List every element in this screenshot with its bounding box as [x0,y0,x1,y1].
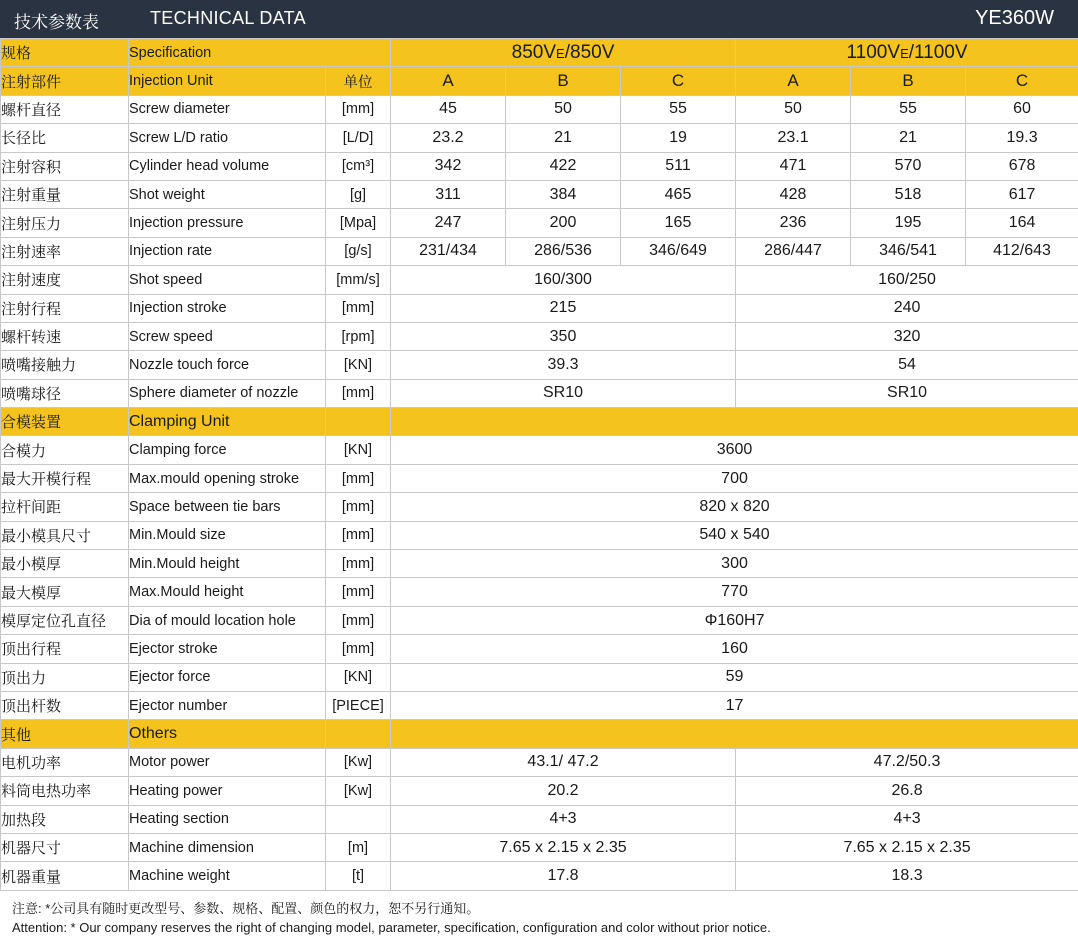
title-en: TECHNICAL DATA [150,8,306,29]
row-unit: [mm] [326,464,391,492]
clamping-section-row [1,408,1078,436]
row-label-cn: 喷嘴接触力 [1,351,129,379]
row-label-cn: 最小模具尺寸 [1,521,129,549]
col-header: C [966,67,1078,95]
row-unit: [mm] [326,606,391,634]
cell-value: 39.3 [391,351,736,379]
row-unit: [t] [326,862,391,890]
cell-value: 7.65 x 2.15 x 2.35 [391,833,736,861]
cell-value: 350 [391,322,736,350]
table-row [1,180,1078,208]
row-label-cn: 注射速率 [1,237,129,265]
row-label-en: Screw speed [129,322,326,350]
row-label-en: Ejector force [129,663,326,691]
cell-value: 471 [736,152,851,180]
cell-value: 240 [736,294,1078,322]
cell-value: 540 x 540 [391,521,1078,549]
row-label-en: Shot weight [129,180,326,208]
section-unit-cell [326,408,391,436]
cell-value: 7.65 x 2.15 x 2.35 [736,833,1078,861]
cell-value: 45 [391,95,506,123]
table-row [1,578,1078,606]
spec-row [1,39,1078,67]
row-label-cn: 电机功率 [1,748,129,776]
row-label-cn: 合模力 [1,436,129,464]
table-row [1,152,1078,180]
row-label-en: Space between tie bars [129,493,326,521]
cell-value: 678 [966,152,1078,180]
cell-value: 59 [391,663,1078,691]
row-unit: [Kw] [326,777,391,805]
cell-value: 21 [851,124,966,152]
row-label-cn: 注射速度 [1,266,129,294]
section-label-en: Others [129,720,326,748]
cell-value: 820 x 820 [391,493,1078,521]
row-label-cn: 注射重量 [1,180,129,208]
note-en: Attention: * Our company reserves the right of changing model, parameter, specification, configuration and color without prior notice. [12,918,1066,937]
row-label-en: Dia of mould location hole [129,606,326,634]
row-label-en: Injection rate [129,237,326,265]
table-row [1,124,1078,152]
table-row [1,663,1078,691]
section-label-cn: 合模装置 [1,408,129,436]
others-section-row [1,720,1078,748]
cell-value: 55 [851,95,966,123]
cell-value: 770 [391,578,1078,606]
table-row [1,209,1078,237]
table-row [1,748,1078,776]
row-label-en: Injection stroke [129,294,326,322]
cell-value: 23.2 [391,124,506,152]
row-label-cn: 最大模厚 [1,578,129,606]
spec-table [0,38,1078,891]
row-label-cn: 注射行程 [1,294,129,322]
row-label-en: Heating power [129,777,326,805]
table-row [1,237,1078,265]
row-label-en: Machine weight [129,862,326,890]
table-row [1,266,1078,294]
row-label-en: Clamping force [129,436,326,464]
col-header: B [851,67,966,95]
table-row [1,351,1078,379]
section-fill-cell [391,408,1078,436]
row-label-cn: 模厚定位孔直径 [1,606,129,634]
model-group-1: 850VE/850V [391,39,736,67]
cell-value: 60 [966,95,1078,123]
row-label-cn: 长径比 [1,124,129,152]
cell-value: 160 [391,635,1078,663]
section-label-en: Clamping Unit [129,408,326,436]
cell-value: 511 [621,152,736,180]
row-unit: [mm] [326,379,391,407]
row-unit: [KN] [326,436,391,464]
cell-value: 21 [506,124,621,152]
table-row [1,379,1078,407]
cell-value: 300 [391,550,1078,578]
table-row [1,521,1078,549]
col-header: C [621,67,736,95]
cell-value: 54 [736,351,1078,379]
row-label-cn: 顶出杆数 [1,691,129,719]
cell-value: 700 [391,464,1078,492]
row-label-en: Min.Mould size [129,521,326,549]
row-label-cn: 注射压力 [1,209,129,237]
cell-value: 422 [506,152,621,180]
table-row [1,464,1078,492]
row-label-cn: 加热段 [1,805,129,833]
row-label-en: Heating section [129,805,326,833]
injection-header-row [1,67,1078,95]
row-label-en: Max.Mould height [129,578,326,606]
cell-value: 4+3 [391,805,736,833]
row-unit: [g/s] [326,237,391,265]
row-unit: [g] [326,180,391,208]
row-label-cn: 最大开模行程 [1,464,129,492]
cell-value: 286/447 [736,237,851,265]
cell-value: 165 [621,209,736,237]
cell-value: 19 [621,124,736,152]
row-label-en: Ejector number [129,691,326,719]
col-header: A [736,67,851,95]
table-row [1,294,1078,322]
cell-value: 311 [391,180,506,208]
cell-value: 164 [966,209,1078,237]
cell-value: 17.8 [391,862,736,890]
cell-value: 247 [391,209,506,237]
table-row [1,635,1078,663]
cell-value: 200 [506,209,621,237]
table-row [1,606,1078,634]
model-group-2: 1100VE/1100V [736,39,1078,67]
row-label-en: Nozzle touch force [129,351,326,379]
col-header: A [391,67,506,95]
row-label-cn: 螺杆转速 [1,322,129,350]
spec-en: Specification [129,39,391,67]
col-header: B [506,67,621,95]
cell-value: 617 [966,180,1078,208]
row-unit: [mm] [326,95,391,123]
cell-value: 50 [736,95,851,123]
row-unit: [m] [326,833,391,861]
table-row [1,95,1078,123]
row-unit: [KN] [326,351,391,379]
spec-cn: 规格 [1,39,129,67]
injection-cn: 注射部件 [1,67,129,95]
title-bar [0,0,1078,38]
row-label-en: Max.mould opening stroke [129,464,326,492]
row-label-en: Screw L/D ratio [129,124,326,152]
unit-header: 单位 [326,67,391,95]
cell-value: 4+3 [736,805,1078,833]
table-row [1,550,1078,578]
row-label-cn: 机器重量 [1,862,129,890]
cell-value: 43.1/ 47.2 [391,748,736,776]
row-label-cn: 螺杆直径 [1,95,129,123]
table-row [1,322,1078,350]
row-label-en: Motor power [129,748,326,776]
row-unit: [mm] [326,635,391,663]
row-unit: [rpm] [326,322,391,350]
cell-value: 518 [851,180,966,208]
cell-value: 55 [621,95,736,123]
cell-value: SR10 [736,379,1078,407]
row-label-en: Machine dimension [129,833,326,861]
injection-en: Injection Unit [129,67,326,95]
row-label-cn: 最小模厚 [1,550,129,578]
row-label-cn: 拉杆间距 [1,493,129,521]
row-unit: [mm] [326,294,391,322]
cell-value: 412/643 [966,237,1078,265]
row-label-en: Shot speed [129,266,326,294]
table-row [1,493,1078,521]
cell-value: SR10 [391,379,736,407]
cell-value: Φ160H7 [391,606,1078,634]
row-unit: [mm] [326,521,391,549]
cell-value: 19.3 [966,124,1078,152]
row-unit: [L/D] [326,124,391,152]
row-label-cn: 注射容积 [1,152,129,180]
notes [0,891,1078,937]
row-label-en: Min.Mould height [129,550,326,578]
row-unit: [mm] [326,550,391,578]
cell-value: 23.1 [736,124,851,152]
title-cn: 技术参数表 [14,8,99,33]
cell-value: 20.2 [391,777,736,805]
cell-value: 236 [736,209,851,237]
table-row [1,862,1078,890]
row-unit: [cm³] [326,152,391,180]
cell-value: 26.8 [736,777,1078,805]
row-label-cn: 喷嘴球径 [1,379,129,407]
cell-value: 320 [736,322,1078,350]
table-row [1,833,1078,861]
cell-value: 346/649 [621,237,736,265]
row-unit: [Mpa] [326,209,391,237]
row-unit: [Kw] [326,748,391,776]
table-row [1,436,1078,464]
model-name: YE360W [975,7,1054,30]
row-label-cn: 机器尺寸 [1,833,129,861]
row-label-en: Cylinder head volume [129,152,326,180]
cell-value: 231/434 [391,237,506,265]
section-label-cn: 其他 [1,720,129,748]
table-row [1,805,1078,833]
cell-value: 342 [391,152,506,180]
table-row [1,691,1078,719]
row-label-cn: 顶出行程 [1,635,129,663]
table-row [1,777,1078,805]
cell-value: 570 [851,152,966,180]
row-unit: [PIECE] [326,691,391,719]
section-unit-cell [326,720,391,748]
section-fill-cell [391,720,1078,748]
row-unit: [mm] [326,493,391,521]
cell-value: 47.2/50.3 [736,748,1078,776]
cell-value: 160/250 [736,266,1078,294]
cell-value: 346/541 [851,237,966,265]
cell-value: 50 [506,95,621,123]
row-unit [326,805,391,833]
row-label-en: Sphere diameter of nozzle [129,379,326,407]
cell-value: 3600 [391,436,1078,464]
row-label-en: Screw diameter [129,95,326,123]
row-label-en: Ejector stroke [129,635,326,663]
cell-value: 195 [851,209,966,237]
row-label-en: Injection pressure [129,209,326,237]
row-unit: [mm] [326,578,391,606]
cell-value: 428 [736,180,851,208]
cell-value: 160/300 [391,266,736,294]
cell-value: 215 [391,294,736,322]
cell-value: 286/536 [506,237,621,265]
cell-value: 17 [391,691,1078,719]
note-cn: 注意: *公司具有随时更改型号、参数、规格、配置、颜色的权力，恕不另行通知。 [12,899,1066,918]
cell-value: 384 [506,180,621,208]
cell-value: 465 [621,180,736,208]
cell-value: 18.3 [736,862,1078,890]
row-unit: [KN] [326,663,391,691]
row-unit: [mm/s] [326,266,391,294]
row-label-cn: 料筒电热功率 [1,777,129,805]
row-label-cn: 顶出力 [1,663,129,691]
